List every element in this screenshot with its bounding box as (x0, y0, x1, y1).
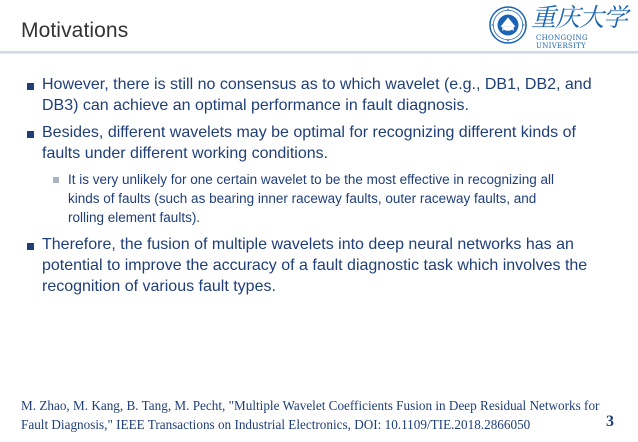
bullet-1 (42, 74, 622, 116)
bullet-marker (27, 83, 34, 90)
bullet-marker (27, 131, 34, 138)
citation-line-1: M. Zhao, M. Kang, B. Tang, M. Pecht, "Multiple Wavelet Coefficients Fusion in Deep Residual Networks for (21, 398, 600, 413)
bullet-3-line-3: recognition of various fault types. (42, 278, 276, 295)
sub-bullet-line-2: kinds of faults (such as bearing inner raceway faults, outer raceway faults, and (68, 191, 537, 206)
university-name-chinese: 重庆大学 (531, 3, 628, 32)
citation-footer (21, 396, 611, 434)
bullet-3-line-2: potential to improve the accuracy of a fault diagnostic task which involves the (42, 257, 588, 274)
slide-title: Motivations (21, 19, 129, 42)
bullet-1-line-1: However, there is still no consensus as to which wavelet (e.g., DB1, DB2, and (42, 76, 592, 93)
page-number: 3 (606, 413, 614, 430)
citation-line-2: Fault Diagnosis," IEEE Transactions on Industrial Electronics, DOI: 10.1109/TIE.2018.2866050 (21, 417, 531, 432)
bullet-2-line-2: faults under different working conditions. (42, 145, 329, 162)
bullet-2-line-1: Besides, different wavelets may be optimal for recognizing different kinds of (42, 124, 576, 141)
bullet-2 (42, 122, 622, 164)
bullet-1-line-2: DB3) can achieve an optimal performance in fault diagnosis. (42, 97, 469, 114)
sub-bullet-line-1: It is very unlikely for one certain wavelet to be the most effective in recognizing all (68, 172, 554, 187)
bullet-marker (27, 243, 34, 250)
university-name-english: CHONGQING UNIVERSITY (536, 34, 588, 50)
sub-bullet (68, 170, 628, 227)
bullet-3-line-1: Therefore, the fusion of multiple wavelets into deep neural networks has an (42, 236, 574, 253)
sub-bullet-line-3: rolling element faults). (68, 210, 201, 225)
bullet-3 (42, 234, 622, 297)
sub-bullet-marker (53, 177, 59, 183)
